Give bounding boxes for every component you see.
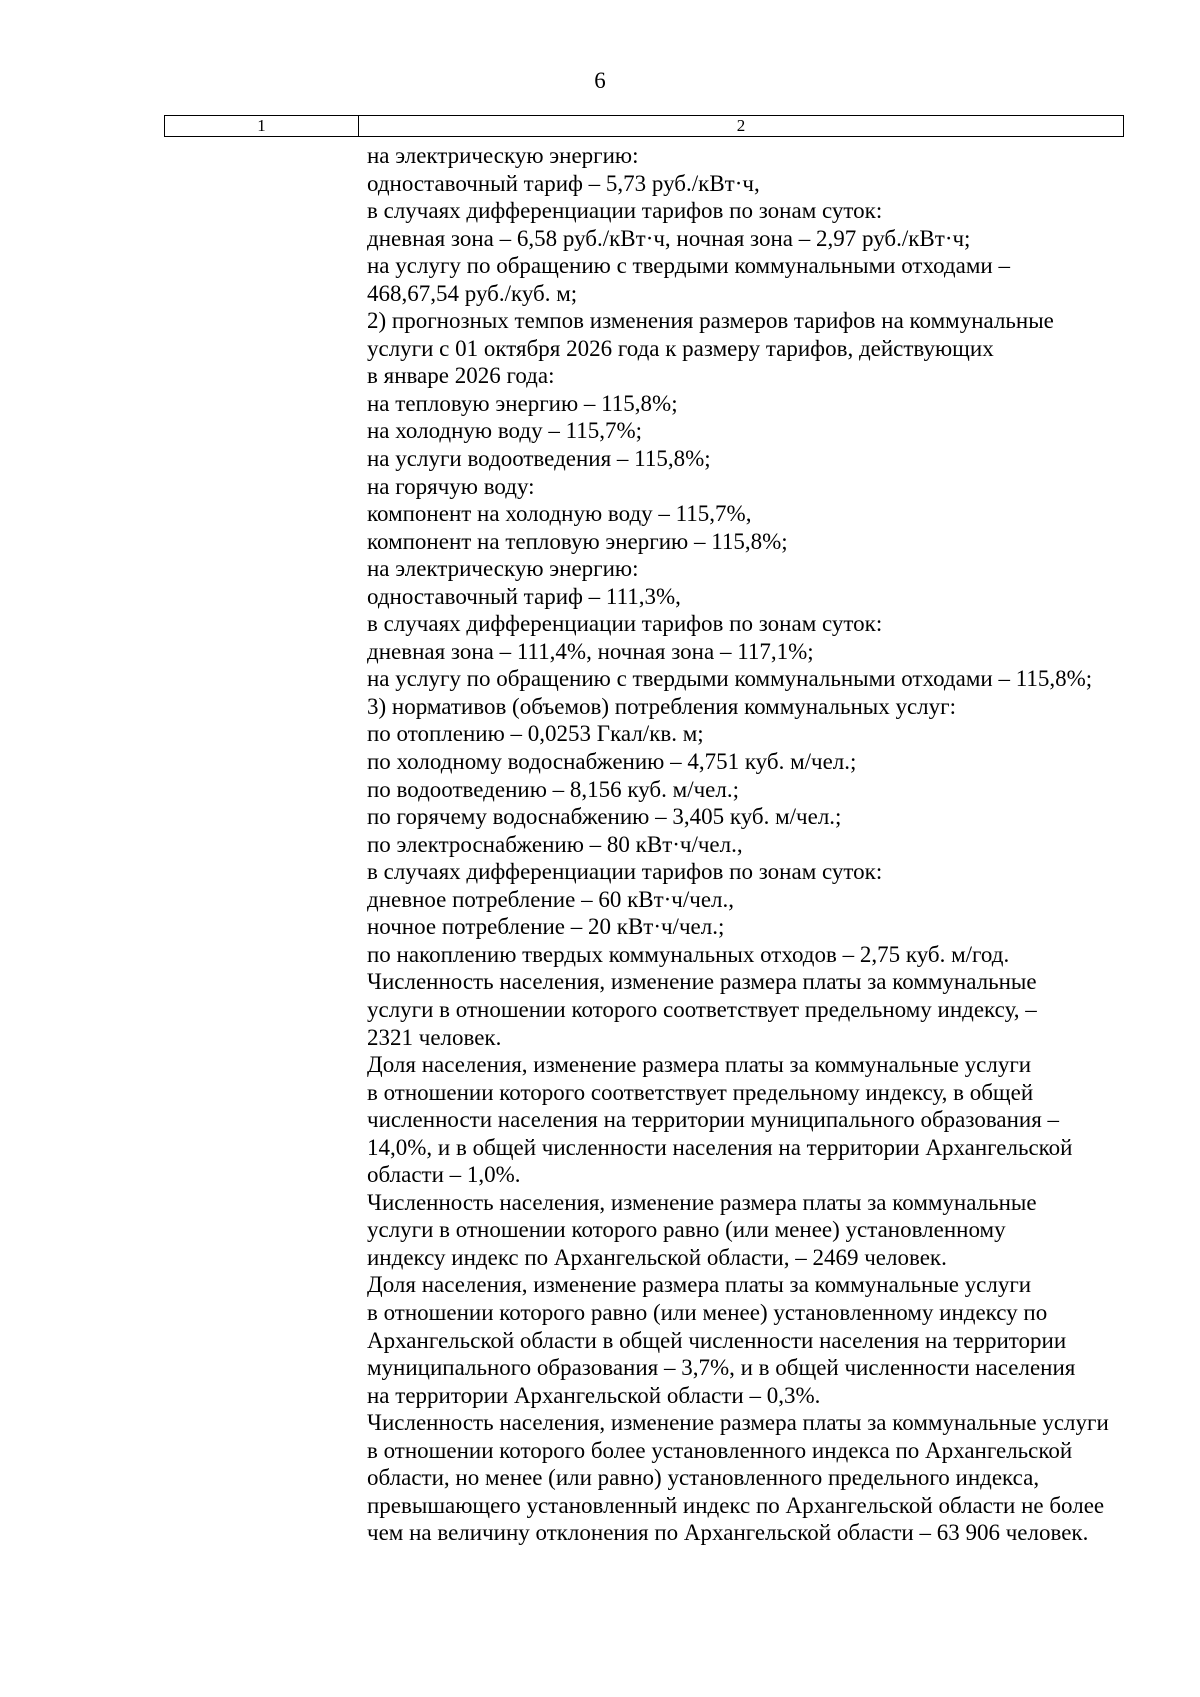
- text-line: компонент на тепловую энергию – 115,8%;: [367, 528, 788, 554]
- table-header-col-1: 1: [165, 116, 359, 136]
- text-line: на холодную воду – 115,7%;: [367, 418, 643, 444]
- text-line: Архангельской области в общей численности населения на территории: [367, 1327, 1067, 1353]
- text-line: дневное потребление – 60 кВт·ч/чел.,: [367, 886, 735, 912]
- text-line: 468,67,54 руб./куб. м;: [367, 280, 578, 306]
- text-line: одноставочный тариф – 5,73 руб./кВт·ч,: [367, 170, 760, 196]
- text-line: на электрическую энергию:: [367, 556, 639, 582]
- text-line: Численность населения, изменение размера платы за коммунальные услуги: [367, 1410, 1109, 1436]
- text-line: в отношении которого равно (или менее) установленному индексу по: [367, 1299, 1048, 1325]
- text-line: по отоплению – 0,0253 Гкал/кв. м;: [367, 721, 704, 747]
- text-line: области, но менее (или равно) установленного предельного индекса,: [367, 1465, 1040, 1491]
- text-line: в январе 2026 года:: [367, 363, 555, 389]
- text-line: Численность населения, изменение размера платы за коммунальные: [367, 969, 1037, 995]
- text-line: услуги в отношении которого соответствует предельному индексу, –: [367, 996, 1037, 1022]
- text-line: по водоотведению – 8,156 куб. м/чел.;: [367, 776, 739, 802]
- text-line: дневная зона – 111,4%, ночная зона – 117,1%;: [367, 638, 814, 664]
- text-line: на горячую воду:: [367, 473, 535, 499]
- text-line: в случаях дифференциации тарифов по зонам суток:: [367, 859, 883, 885]
- page-number: 6: [594, 68, 606, 93]
- text-line: одноставочный тариф – 111,3%,: [367, 583, 681, 609]
- text-line: компонент на холодную воду – 115,7%,: [367, 501, 752, 527]
- text-line: по холодному водоснабжению – 4,751 куб. м/чел.;: [367, 749, 857, 775]
- text-line: в случаях дифференциации тарифов по зонам суток:: [367, 198, 883, 224]
- text-line: превышающего установленный индекс по Архангельской области не более: [367, 1492, 1105, 1518]
- text-line: на услугу по обращению с твердыми коммунальными отходами –: [367, 253, 1010, 279]
- text-line: на услуги водоотведения – 115,8%;: [367, 446, 711, 472]
- text-line: по горячему водоснабжению – 3,405 куб. м/чел.;: [367, 804, 842, 830]
- document-body-column: [367, 142, 1137, 1547]
- text-line: Доля населения, изменение размера платы за коммунальные услуги: [367, 1272, 1032, 1298]
- text-line: чем на величину отклонения по Архангельской области – 63 906 человек.: [367, 1520, 1089, 1546]
- text-line: на электрическую энергию:: [367, 143, 639, 168]
- text-line: в отношении которого соответствует предельному индексу, в общей: [367, 1079, 1034, 1105]
- text-line: 3) нормативов (объемов) потребления коммунальных услуг:: [367, 693, 956, 719]
- table-header-col-2: 2: [736, 116, 746, 135]
- text-line: численности населения на территории муниципального образования –: [367, 1107, 1060, 1133]
- text-line: муниципального образования – 3,7%, и в общей численности населения: [367, 1355, 1076, 1381]
- text-line: в отношении которого более установленного индекса по Архангельской: [367, 1437, 1073, 1463]
- text-line: 2321 человек.: [367, 1024, 502, 1050]
- text-line: Численность населения, изменение размера платы за коммунальные: [367, 1189, 1037, 1215]
- text-line: 2) прогнозных темпов изменения размеров тарифов на коммунальные: [367, 308, 1054, 334]
- text-line: по электроснабжению – 80 кВт·ч/чел.,: [367, 831, 743, 857]
- text-line: на услугу по обращению с твердыми коммунальными отходами – 115,8%;: [367, 666, 1093, 692]
- text-line: ночное потребление – 20 кВт·ч/чел.;: [367, 914, 725, 940]
- table-header-row: [164, 115, 1124, 137]
- text-line: дневная зона – 6,58 руб./кВт·ч, ночная зона – 2,97 руб./кВт·ч;: [367, 225, 971, 251]
- text-line: Доля населения, изменение размера платы за коммунальные услуги: [367, 1052, 1032, 1078]
- text-line: области – 1,0%.: [367, 1162, 521, 1188]
- text-line: индексу индекс по Архангельской области, – 2469 человек.: [367, 1244, 947, 1270]
- text-line: услуги в отношении которого равно (или менее) установленному: [367, 1217, 1006, 1243]
- text-line: по накоплению твердых коммунальных отходов – 2,75 куб. м/год.: [367, 941, 1010, 967]
- text-line: на территории Архангельской области – 0,3%.: [367, 1382, 821, 1408]
- text-line: услуги с 01 октября 2026 года к размеру тарифов, действующих: [367, 335, 994, 361]
- text-line: 14,0%, и в общей численности населения на территории Архангельской: [367, 1134, 1073, 1160]
- text-line: в случаях дифференциации тарифов по зонам суток:: [367, 611, 883, 637]
- text-line: на тепловую энергию – 115,8%;: [367, 390, 678, 416]
